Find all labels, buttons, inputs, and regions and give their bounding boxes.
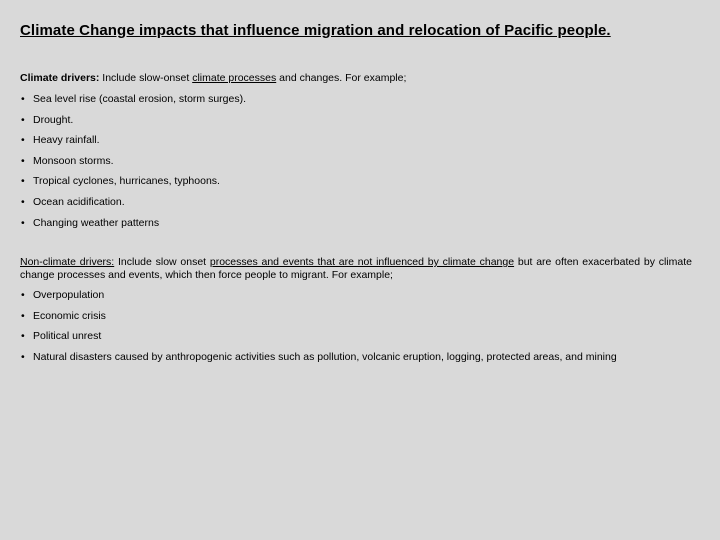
bullet-icon: • [21,134,25,147]
list-item-text: Drought. [33,113,74,126]
bullet-icon: • [21,216,25,229]
non-climate-drivers-underlined: processes and events that are not influenced by climate change [209,256,515,268]
bullet-icon: • [21,309,25,322]
bullet-icon: • [21,154,25,167]
list-item [20,93,246,114]
list-item [20,196,246,217]
list-item-text: Political unrest [33,330,102,343]
list-item-text: Ocean acidification. [33,195,125,208]
list-item [20,310,617,331]
climate-drivers-intro [20,72,700,85]
slide-title: Climate Change impacts that influence migration and relocation of Pacific people. [20,22,611,39]
list-item-text: Heavy rainfall. [33,134,100,147]
bullet-icon: • [21,330,25,343]
climate-drivers-list [20,93,246,237]
list-item-text: Economic crisis [33,309,106,322]
non-climate-drivers-list [20,289,617,371]
bullet-icon: • [21,289,25,301]
list-item [20,155,246,176]
list-item-text: Sea level rise (coastal erosion, storm surges). [33,93,246,105]
list-item-text: Changing weather patterns [33,216,160,229]
climate-drivers-text-before: Include slow-onset [99,72,193,84]
list-item [20,217,246,238]
list-item [20,175,246,196]
bullet-icon: • [21,113,25,126]
non-climate-drivers-text-after: but are often exacerbated by climate change processes and events, which then force people to migrant. For example; [20,256,692,281]
non-climate-drivers-label: Non-climate drivers: [20,256,115,268]
bullet-icon: • [21,195,25,208]
non-climate-drivers-intro [20,256,692,282]
list-item [20,351,617,372]
climate-drivers-label: Climate drivers: [20,72,100,84]
list-item-text: Tropical cyclones, hurricanes, typhoons. [33,175,220,188]
list-item [20,330,617,351]
climate-drivers-underlined: climate processes [192,72,277,84]
list-item [20,289,617,310]
non-climate-drivers-text-before: Include slow onset [114,256,210,268]
list-item [20,114,246,135]
list-item-text: Natural disasters caused by anthropogenic activities such as pollution, volcanic eruption, logging, protected areas, and mining [33,350,617,363]
list-item [20,134,246,155]
list-item-text: Monsoon storms. [33,154,114,167]
bullet-icon: • [21,175,25,188]
bullet-icon: • [21,93,25,105]
climate-drivers-text-after: and changes. For example; [276,72,407,84]
list-item-text: Overpopulation [33,289,105,301]
bullet-icon: • [21,350,25,363]
